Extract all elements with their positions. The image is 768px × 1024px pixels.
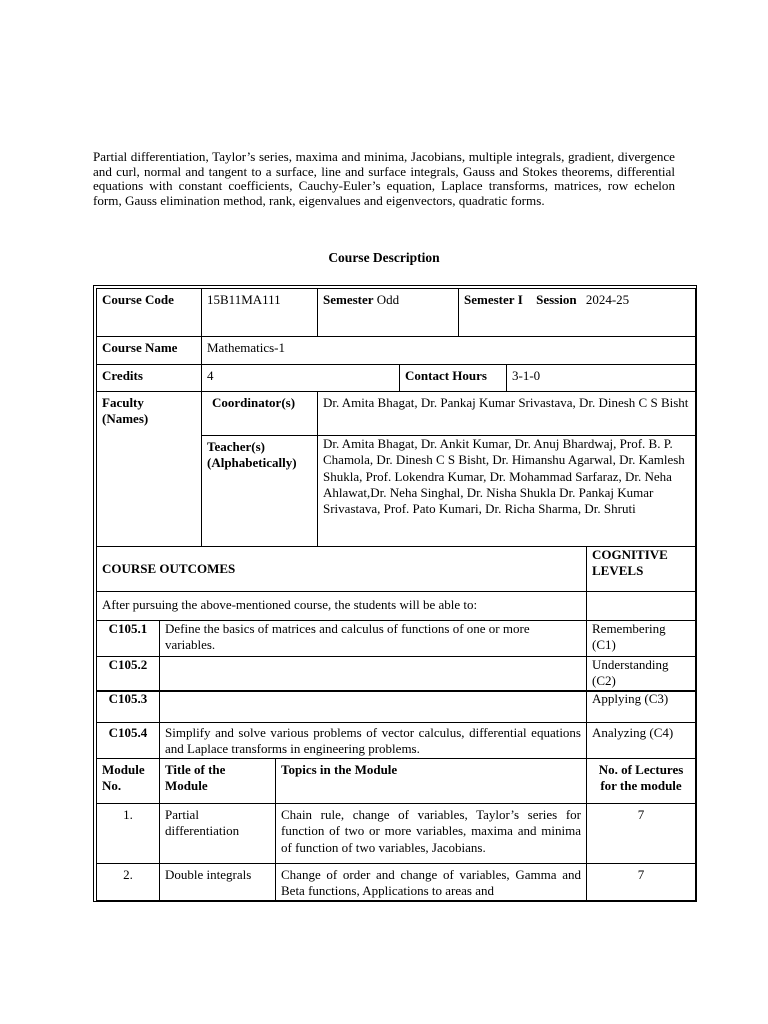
- module-title-header-line2: Module: [165, 778, 208, 794]
- outcome-code: C105.4: [96, 723, 160, 759]
- module-lectures: 7: [587, 804, 696, 864]
- module-no-header: [96, 759, 160, 804]
- module-lectures-header-line2: for the module: [600, 778, 682, 794]
- contact-hours-label: Contact Hours: [400, 365, 507, 392]
- module-topics-header: Topics in the Module: [276, 759, 587, 804]
- module-title-header: [160, 759, 276, 804]
- outcome-code: C105.1: [96, 621, 160, 657]
- session-value: 2024-25: [585, 292, 630, 307]
- semester-cell: [318, 288, 459, 337]
- cognitive-levels-header: [587, 547, 696, 592]
- section-heading: Course Description: [328, 250, 440, 265]
- module-lectures: 7: [587, 864, 696, 901]
- course-description-table: [93, 285, 697, 902]
- contact-hours-value: 3-1-0: [507, 365, 696, 392]
- teacher-label: [202, 436, 318, 547]
- cognitive-header-line2: LEVELS: [592, 563, 644, 579]
- coordinator-label: Coordinator(s): [202, 392, 318, 436]
- outcome-code: C105.2: [96, 657, 160, 692]
- module-topics: Change of order and change of variables, Gamma and Beta functions, Applications to areas and: [276, 864, 587, 901]
- module-lectures-header-line1: No. of Lectures: [598, 762, 684, 777]
- semester-label: Semester: [323, 292, 374, 307]
- semester2-label: Semester: [464, 292, 515, 307]
- credits-label: Credits: [96, 365, 202, 392]
- module-topics: Chain rule, change of variables, Taylor’s series for function of two or more variables, maxima and minima of function of two variables, Jacobians.: [276, 804, 587, 864]
- module-title: Double integrals: [160, 864, 276, 901]
- module-no: 2.: [96, 864, 160, 901]
- course-name-value: Mathematics-1: [202, 337, 696, 365]
- session-cell: [459, 288, 696, 337]
- outcome-text: Simplify and solve various problems of vector calculus, differential equations and Laplace transforms in engineering problems.: [160, 723, 587, 759]
- module-no-header-line1: Module: [102, 762, 145, 777]
- outcome-level: Understanding (C2): [587, 657, 696, 692]
- outcomes-intro-spacer: [587, 592, 696, 621]
- outcome-text: [160, 657, 587, 692]
- course-name-label: Course Name: [96, 337, 202, 365]
- outcomes-intro: After pursuing the above-mentioned course, the students will be able to:: [96, 592, 587, 621]
- outcome-level: Applying (C3): [587, 690, 696, 723]
- cognitive-header-line1: COGNITIVE: [592, 547, 668, 562]
- outcome-level: Remembering (C1): [587, 621, 696, 657]
- faculty-label: [96, 392, 202, 547]
- coordinator-value: Dr. Amita Bhagat, Dr. Pankaj Kumar Srivastava, Dr. Dinesh C S Bisht: [318, 392, 696, 436]
- course-outcomes-header: COURSE OUTCOMES: [96, 547, 587, 592]
- teacher-value: Dr. Amita Bhagat, Dr. Ankit Kumar, Dr. Anuj Bhardwaj, Prof. B. P. Chamola, Dr. Dinesh C S Bisht, Dr. Himanshu Agarwal, Dr. Kamlesh Shukla, Prof. Lokendra Kumar, Dr. Mohammad Sarfaraz, Dr. Neha Ahlawat,Dr. Neha Singhal, Dr. Nisha Shukla Dr. Pankaj Kumar Srivastava, Prof. Pato Kumari, Dr. Richa Sharma, Dr. Shruti: [318, 436, 696, 547]
- outcome-text: [160, 690, 587, 723]
- course-code-label: Course Code: [96, 288, 202, 337]
- course-code-value: 15B11MA111: [202, 288, 318, 337]
- outcome-text: Define the basics of matrices and calculus of functions of one or more variables.: [160, 621, 587, 657]
- credits-value: 4: [202, 365, 400, 392]
- module-title-header-line1: Title of the: [165, 762, 226, 777]
- intro-paragraph: Partial differentiation, Taylor’s series, maxima and minima, Jacobians, multiple integrals, gradient, divergence and curl, normal and tangent to a surface, line and surface integrals, Gauss and Stokes theorems, differential equations with constant coefficients, Cauchy-Euler’s equation, Laplace transforms, matrices, row echelon form, Gauss elimination method, rank, eigenvalues and eigenvectors, quadratic forms.: [93, 149, 675, 209]
- module-lectures-header: [587, 759, 696, 804]
- teacher-label-line2: (Alphabetically): [207, 455, 297, 471]
- semester2-value: I: [517, 292, 523, 307]
- faculty-label-line2: (Names): [102, 411, 149, 427]
- module-no-header-line2: No.: [102, 778, 122, 794]
- module-title: Partial differentiation: [160, 804, 276, 864]
- module-no: 1.: [96, 804, 160, 864]
- teacher-label-line1: Teacher(s): [207, 439, 266, 454]
- faculty-label-line1: Faculty: [102, 395, 144, 410]
- semester-value: Odd: [376, 292, 400, 307]
- outcome-level: Analyzing (C4): [587, 723, 696, 759]
- session-label: Session: [536, 292, 577, 307]
- outcome-code: C105.3: [96, 690, 160, 723]
